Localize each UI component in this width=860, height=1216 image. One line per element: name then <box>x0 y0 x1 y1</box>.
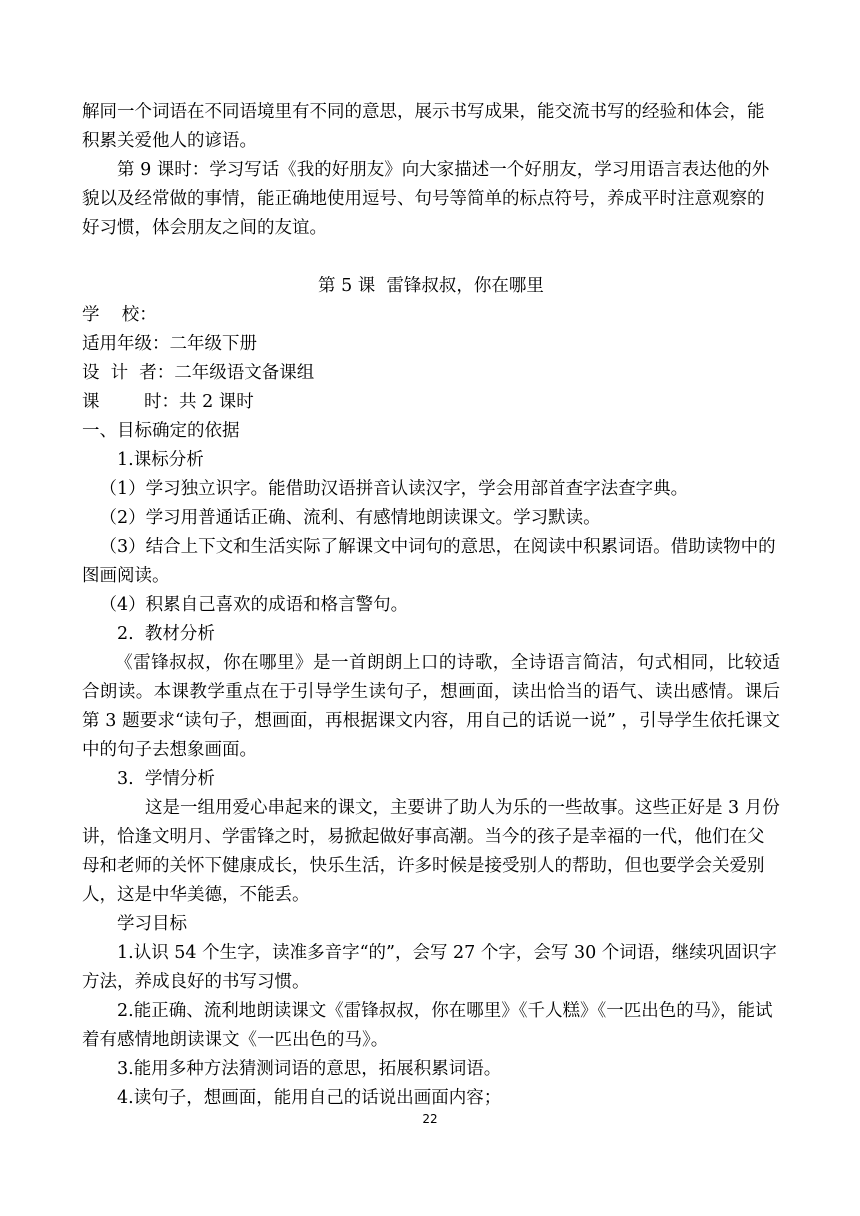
page-number: 22 <box>422 1112 438 1126</box>
curriculum-item-3: （3）结合上下文和生活实际了解课文中词句的意思，在阅读中积累词语。借助读物中的图画阅读。 <box>82 537 776 586</box>
lesson-title: 第 5 课 雷锋叔叔，你在哪里 <box>318 276 544 296</box>
designer-line: 设 计 者：二年级语文备课组 <box>82 363 315 383</box>
paragraph-continued: 解同一个词语在不同语境里有不同的意思，展示书写成果，能交流书写的经验和体会，能积累关爱他人的谚语。 <box>82 102 765 151</box>
blank-line <box>82 243 780 272</box>
curriculum-item-4: （4）积累自己喜欢的成语和格言警句。 <box>99 595 409 615</box>
goal-4: 4.读句子，想画面，能用自己的话说出画面内容； <box>117 1088 502 1108</box>
goal-2: 2.能正确、流利地朗读课文《雷锋叔叔，你在哪里》《千人糕》《一匹出色的马》，能试着有感情地朗读课文《一匹出色的马》。 <box>82 1001 773 1050</box>
section-heading-basis: 一、目标确定的依据 <box>82 421 240 441</box>
textbook-analysis: 《雷锋叔叔，你在哪里》是一首朗朗上口的诗歌，全诗语言简洁，句式相同，比较适合朗读。本课教学重点在于引导学生读句子，想画面，读出恰当的语气、读出感情。课后第 3 题要求“读句子，想画面，再根据课文内容，用自己的话说一说” ，引导学生依托课文中的句子去想象画面。 <box>82 653 780 760</box>
subheading-curriculum: 1.课标分析 <box>117 450 204 470</box>
student-analysis: 这是一组用爱心串起来的课文，主要讲了助人为乐的一些故事。这些正好是 3 月份讲，恰逢文明月、学雷锋之时，易掀起做好事高潮。当今的孩子是幸福的一代，他们在父母和老师的关怀下健康成长，快乐生活，许多时候是接受别人的帮助，但也要学会关爱别人，这是中华美德，不能丢。 <box>82 798 780 905</box>
hours-line: 课 时：共 2 课时 <box>82 392 254 412</box>
document-body <box>82 98 780 1113</box>
school-line: 学 校： <box>82 305 157 325</box>
subheading-students: 3. 学情分析 <box>117 769 215 789</box>
grade-line: 适用年级：二年级下册 <box>82 334 257 354</box>
goal-3: 3.能用多种方法猜测词语的意思，拓展积累词语。 <box>117 1059 502 1079</box>
goal-1: 1.认识 54 个生字，读准多音字“的”，会写 27 个字，会写 30 个词语，继续巩固识字方法，养成良好的书写习惯。 <box>82 943 777 992</box>
paragraph-lesson-9: 第 9 课时：学习写话《我的好朋友》向大家描述一个好朋友，学习用语言表达他的外貌以及经常做的事情，能正确地使用逗号、句号等简单的标点符号，养成平时注意观察的好习惯，体会朋友之间的友谊。 <box>82 160 770 238</box>
curriculum-item-2: （2）学习用普通话正确、流利、有感情地朗读课文。学习默读。 <box>99 508 601 528</box>
goals-heading: 学习目标 <box>117 914 187 934</box>
curriculum-item-1: （1）学习独立识字。能借助汉语拼音认读汉字，学会用部首查字法查字典。 <box>99 479 689 499</box>
subheading-textbook: 2. 教材分析 <box>117 624 215 644</box>
